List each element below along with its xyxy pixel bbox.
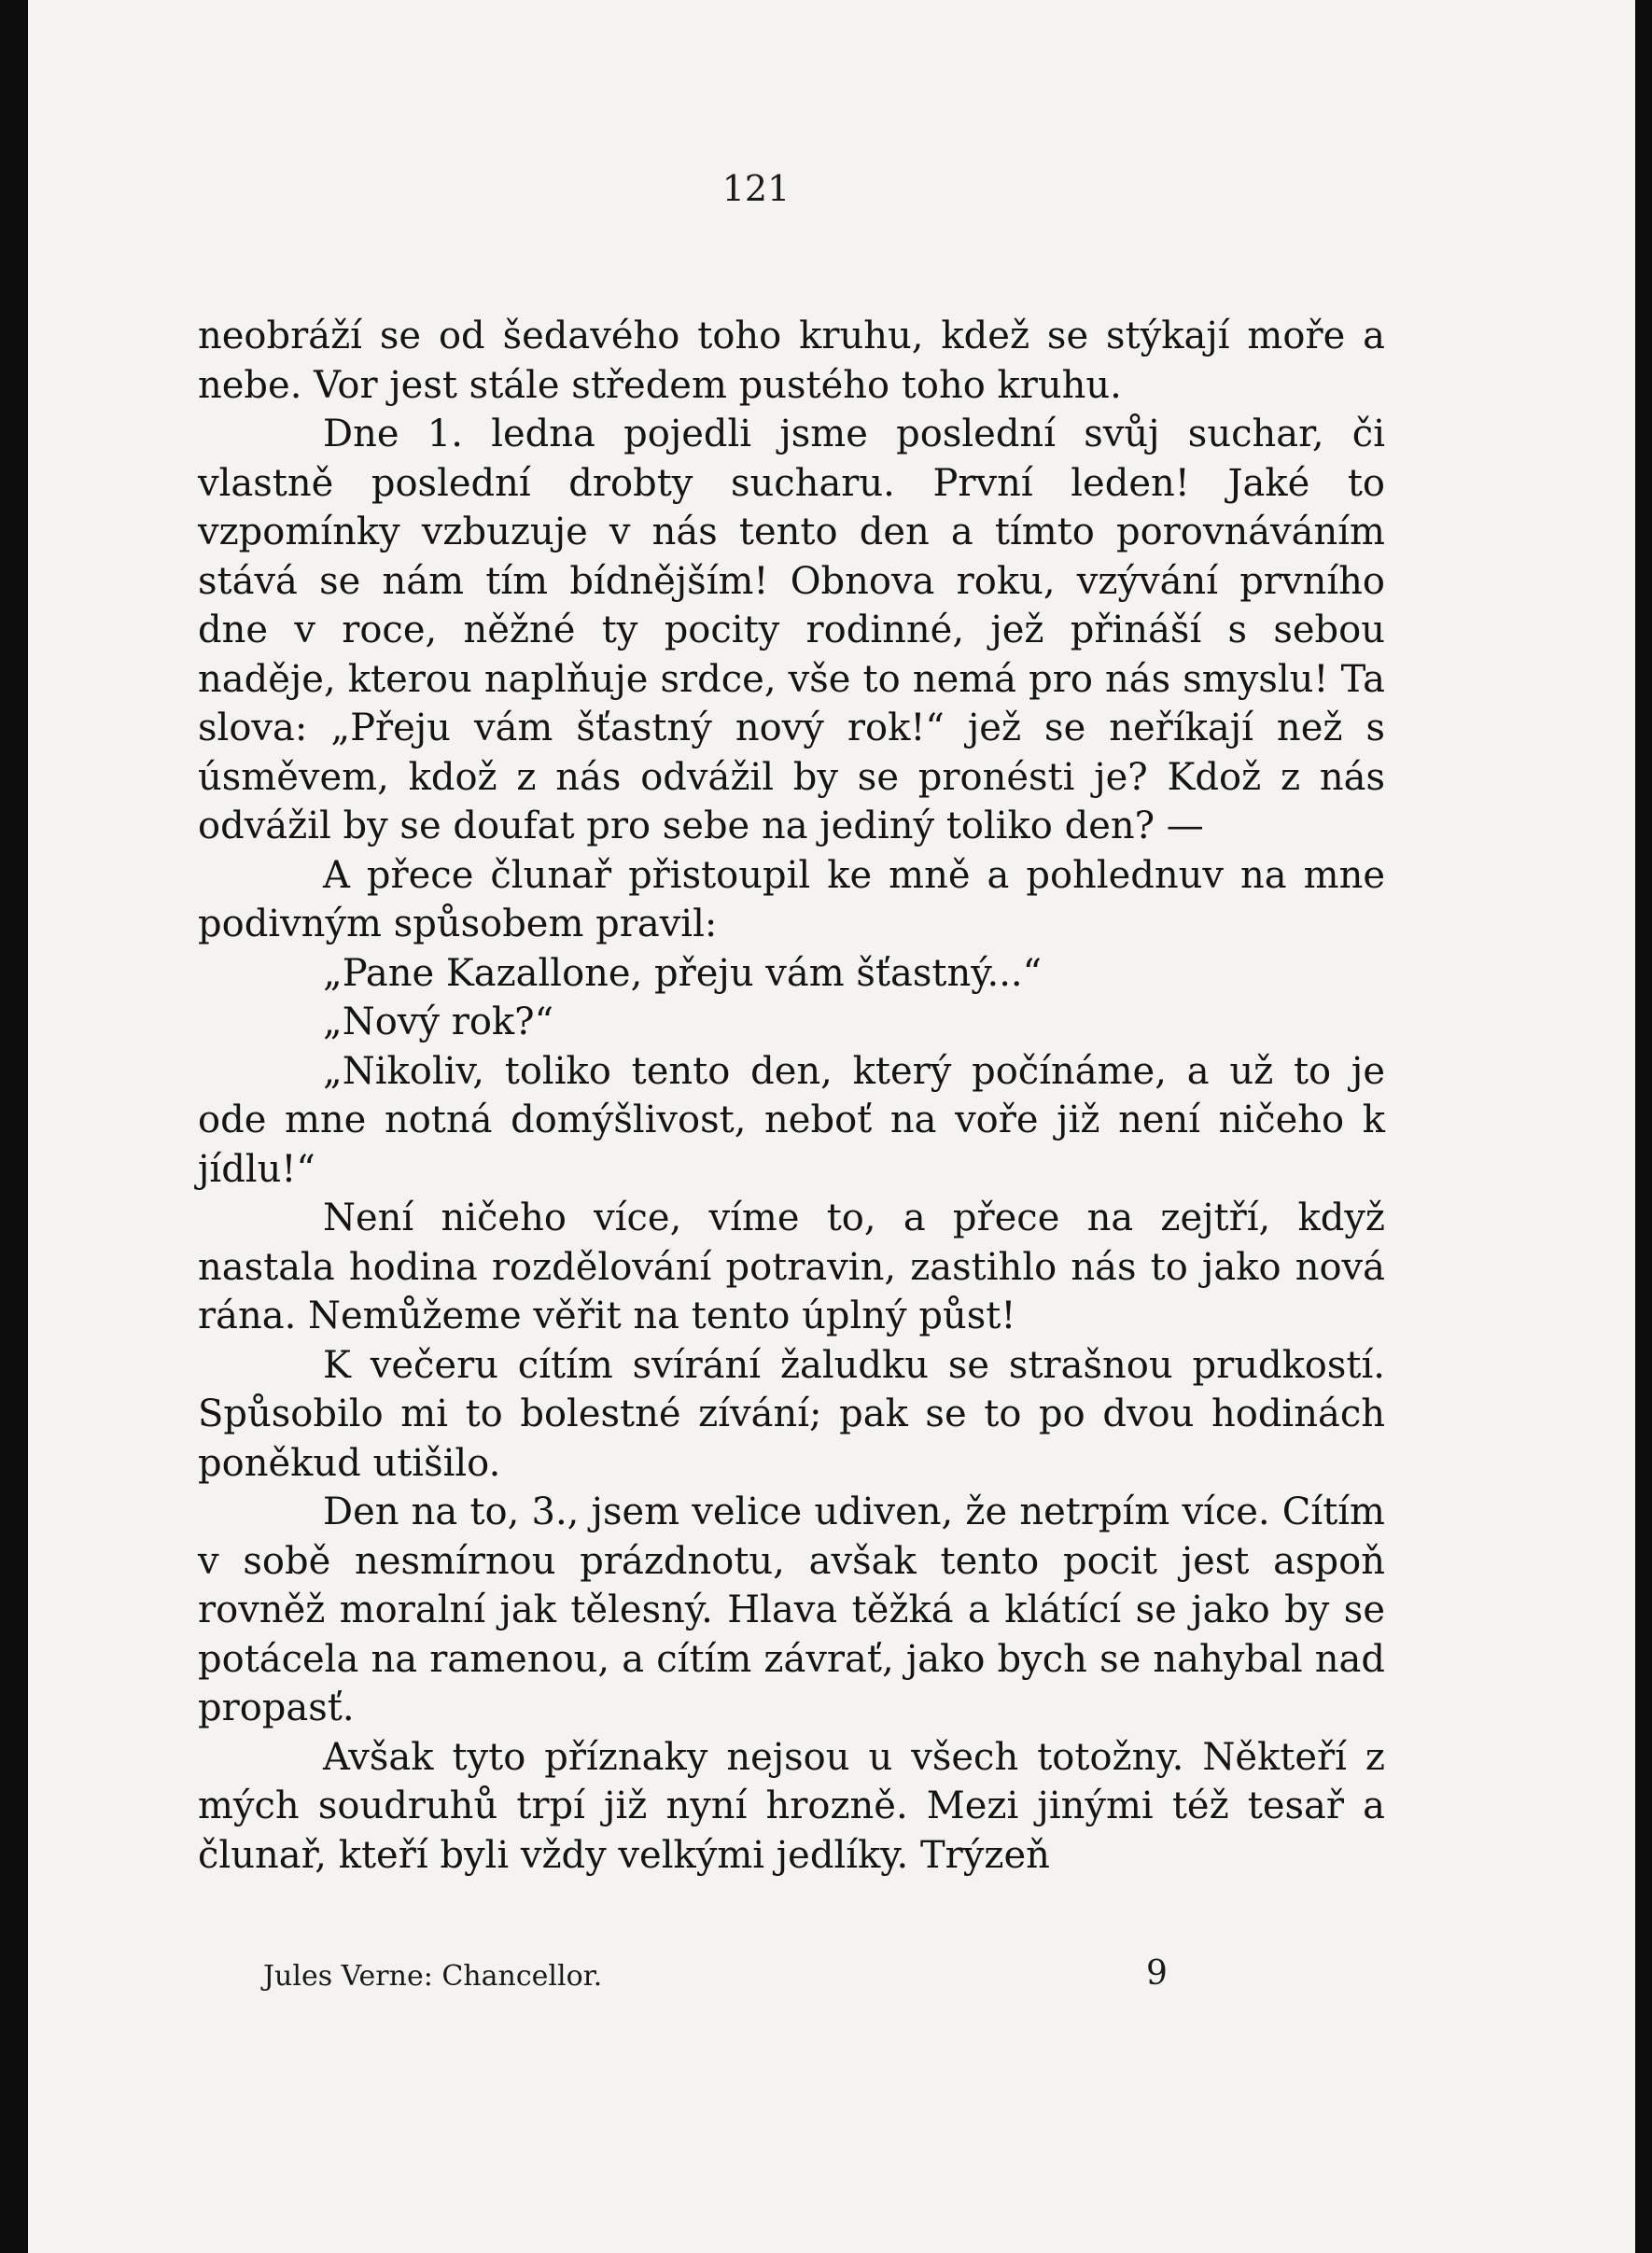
paragraph-3: A přece člunař přistoupil ke mně a pohlednuv na mne podivným spůsobem pravil: (198, 853, 1385, 945)
paragraph-8: K večeru cítím svírání žaludku se strašnou prudkostí. Spůsobilo mi to bolestné zívání; pak se to po dvou hodinách poněkud utišilo. (198, 1343, 1385, 1485)
body-text (198, 312, 1385, 1880)
paragraph-7: Není ničeho více, víme to, a přece na zejtří, když nastala hodina rozdělování potravin, zastihlo nás to jako nová rána. Nemůžeme věřit na tento úplný půst! (198, 1196, 1385, 1337)
book-page (28, 0, 1635, 2253)
paragraph-4: „Pane Kazallone, přeju vám šťastný...“ (323, 951, 1043, 995)
paragraph-9: Den na to, 3., jsem velice udiven, že netrpím více. Cítím v sobě nesmírnou prázdnotu, avšak tento pocit jest aspoň rovněž moralní jak tělesný. Hlava těžká a klátící se jako by se potácela na ramenou, a cítím závrať, jako bych se nahybal nad propasť. (198, 1490, 1385, 1729)
paragraph-2: Dne 1. ledna pojedli jsme poslední svůj suchar, či vlastně poslední drobty sucharu. První leden! Jaké to vzpomínky vzbuzuje v nás tento den a tímto porovnáváním stává se nám tím bídnějším! Obnova roku, vzývání prvního dne v roce, něžné ty pocity rodinné, jež přináší s sebou naděje, kterou naplňuje srdce, vše to nemá pro nás smyslu! Ta slova: „Přeju vám šťastný nový rok!“ jež se neříkají než s úsměvem, kdož z nás odvážil by se pronésti je? Kdož z nás odvážil by se doufat pro sebe na jediný toliko den? — (198, 413, 1385, 847)
paragraph-10: Avšak tyto příznaky nejsou u všech totožny. Někteří z mých soudruhů trpí již nyní hrozně. Mezi jinými též tesař a člunař, kteří byli vždy velkými jedlíky. Trýzeň (198, 1735, 1385, 1877)
page-number: 121 (721, 168, 791, 209)
paragraph-1: neobráží se od šedavého toho kruhu, kdež se stýkají moře a nebe. Vor jest stále středem pustého toho kruhu. (198, 315, 1385, 407)
footer-title: Jules Verne: Chancellor. (263, 1960, 603, 1993)
paragraph-5: „Nový rok?“ (323, 1001, 554, 1043)
footer-signature: 9 (1146, 1954, 1168, 1993)
paragraph-6: „Nikoliv, toliko tento den, který počínáme, a už to je ode mne notná domýšlivost, neboť na voře již není ničeho k jídlu!“ (198, 1049, 1385, 1191)
